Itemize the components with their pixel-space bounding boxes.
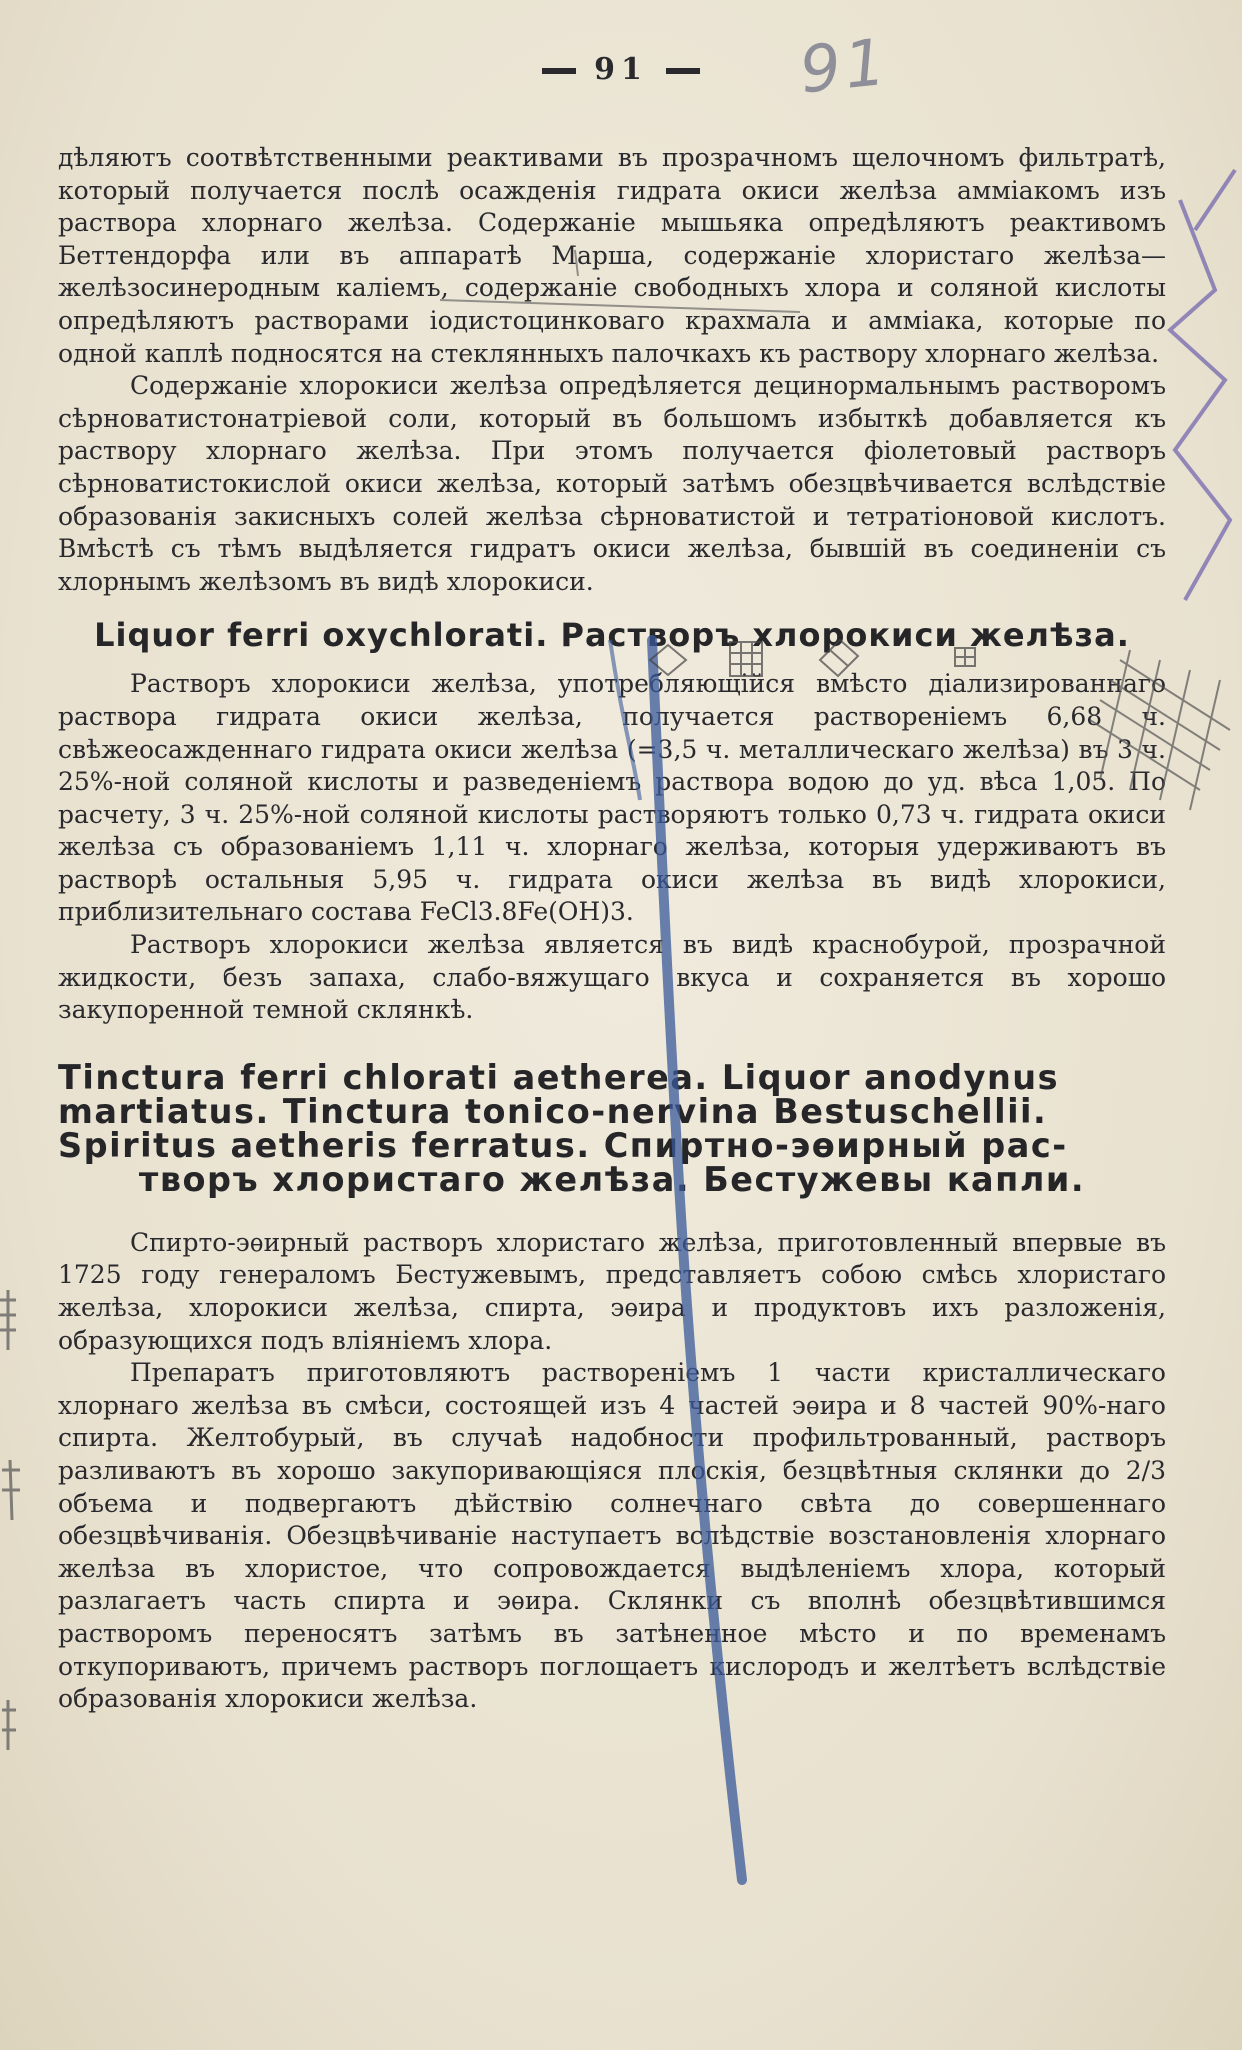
section2-paragraph-2: Препаратъ приготовляютъ растворенiемъ 1 части кристаллическаго хлорнаго желѣза въ смѣси, состоящей изъ 4 частей эѳира и 8 частей 90%-наго спирта. Желтобурый, въ случаѣ надобности профильтрованный, растворъ разливаютъ въ хорошо закупоривающіяся плоскія, безцвѣтныя склянки до 2/3 объема и подвергаютъ дѣйствію солнечнаго свѣта до совершеннаго обезцвѣчиванія. Обезцвѣчиваніе наступаетъ вслѣдствіе возстановленія хлорнаго желѣза въ хлористое, что сопровождается выдѣленіемъ хлора, который разлагаетъ часть спирта и эѳира. Склянки съ вполнѣ обезцвѣтившимся растворомъ переносятъ затѣмъ въ затѣненное мѣсто и по временамъ откупориваютъ, причемъ растворъ поглощаетъ кислородъ и желтѣетъ вслѣдствіе образованія хлорокиси желѣза. xyxy=(58,1358,1166,1714)
header-dash-right xyxy=(666,68,700,74)
handwritten-page-number: 91 xyxy=(796,25,894,109)
page-body xyxy=(58,142,1166,1716)
section2-paragraph-1: Спирто-эѳирный растворъ хлористаго желѣза, приготовленный впервые въ 1725 году генераломъ Бестужевымъ, представляетъ собою смѣсь хлористаго желѣза, хлорокиси желѣза, спирта, эѳира и продуктовъ ихъ разложенія, образующихся подъ вліяніемъ хлора. xyxy=(58,1227,1166,1355)
violet-scribble-right xyxy=(1170,170,1235,600)
paragraph-top-1: дѣляютъ соотвѣтственными реактивами въ прозрачномъ щелочномъ фильтратѣ, который получается послѣ осажденія гидрата окиси желѣза аммiакомъ изъ раствора хлорнаго желѣза. Содержаніе мышьяка опредѣляютъ реактивомъ Беттендорфа или въ аппаратѣ Марша, содержаніе хлористаго желѣза—желѣзосинеродным калiемъ, содержаніе свободныхъ хлора и соляной кислоты опредѣляютъ растворами iодистоцинковаго крахмала и амміака, которые по одной каплѣ подносятся на стеклянныхъ палочкахъ къ раствору хлорнаго желѣза. xyxy=(58,143,1166,368)
header-dash-left xyxy=(542,68,576,74)
section-heading-main: Tinctura ferri chlorati aetherea. Liquor anodynus martiatus. Tinctura tonico-nervina Bestuschellii. Spiritus aetheris ferratus. Спиртно-эѳирный рас- xyxy=(58,1057,1068,1165)
left-edge-ticks xyxy=(0,1290,20,1750)
page-number: 91 xyxy=(594,52,648,87)
section1-paragraph-2: Растворъ хлорокиси желѣза является въ видѣ краснобурой, прозрачной жидкости, безъ запаха, слабо-вяжущаго вкуса и сохраняется въ хорошо закупоренной темной склянкѣ. xyxy=(58,930,1166,1025)
section-heading-last-line: творъ хлористаго желѣза. Бестужевы капли. xyxy=(138,1159,1086,1199)
page-header xyxy=(0,52,1242,87)
paragraph-top-2: Содержаніе хлорокиси желѣза опредѣляется децинормальнымъ растворомъ сѣрноватистонатріевой соли, который въ большомъ избыткѣ добавляется къ раствору хлорнаго желѣза. При этомъ получается фіолетовый растворъ сѣрноватистокислой окиси желѣза, который затѣмъ обезцвѣчивается вслѣдствіе образованія закисныхъ солей желѣза сѣрноватистой и тетратіоновой кислотъ. Вмѣстѣ съ тѣмъ выдѣляется гидратъ окиси желѣза, бывшій въ соединеніи съ хлорнымъ желѣзомъ въ видѣ хлорокиси. xyxy=(58,371,1166,596)
section-heading-tinctura-ferri xyxy=(58,1057,1166,1199)
section-heading-liquor-ferri: Liquor ferri oxychlorati. Растворъ хлорокиси желѣза. xyxy=(94,616,1130,655)
section1-paragraph-1: Растворъ хлорокиси желѣза, употребляющійся вмѣсто діализированнаго раствора гидрата окиси желѣза, получается растворенiемъ 6,68 ч. свѣжеосажденнаго гидрата окиси желѣза (=3,5 ч. металлическаго желѣза) въ 3 ч. 25%-ной соляной кислоты и разведеніемъ раствора водою до уд. вѣса 1,05. По расчету, 3 ч. 25%-ной соляной кислоты растворяютъ только 0,73 ч. гидрата окиси желѣза съ образованіемъ 1,11 ч. хлорнаго желѣза, которыя удерживаютъ въ растворѣ остальныя 5,95 ч. гидрата окиси желѣза въ видѣ хлорокиси, приблизительнаго состава FeCl3.8Fe(OH)3. xyxy=(58,669,1166,927)
